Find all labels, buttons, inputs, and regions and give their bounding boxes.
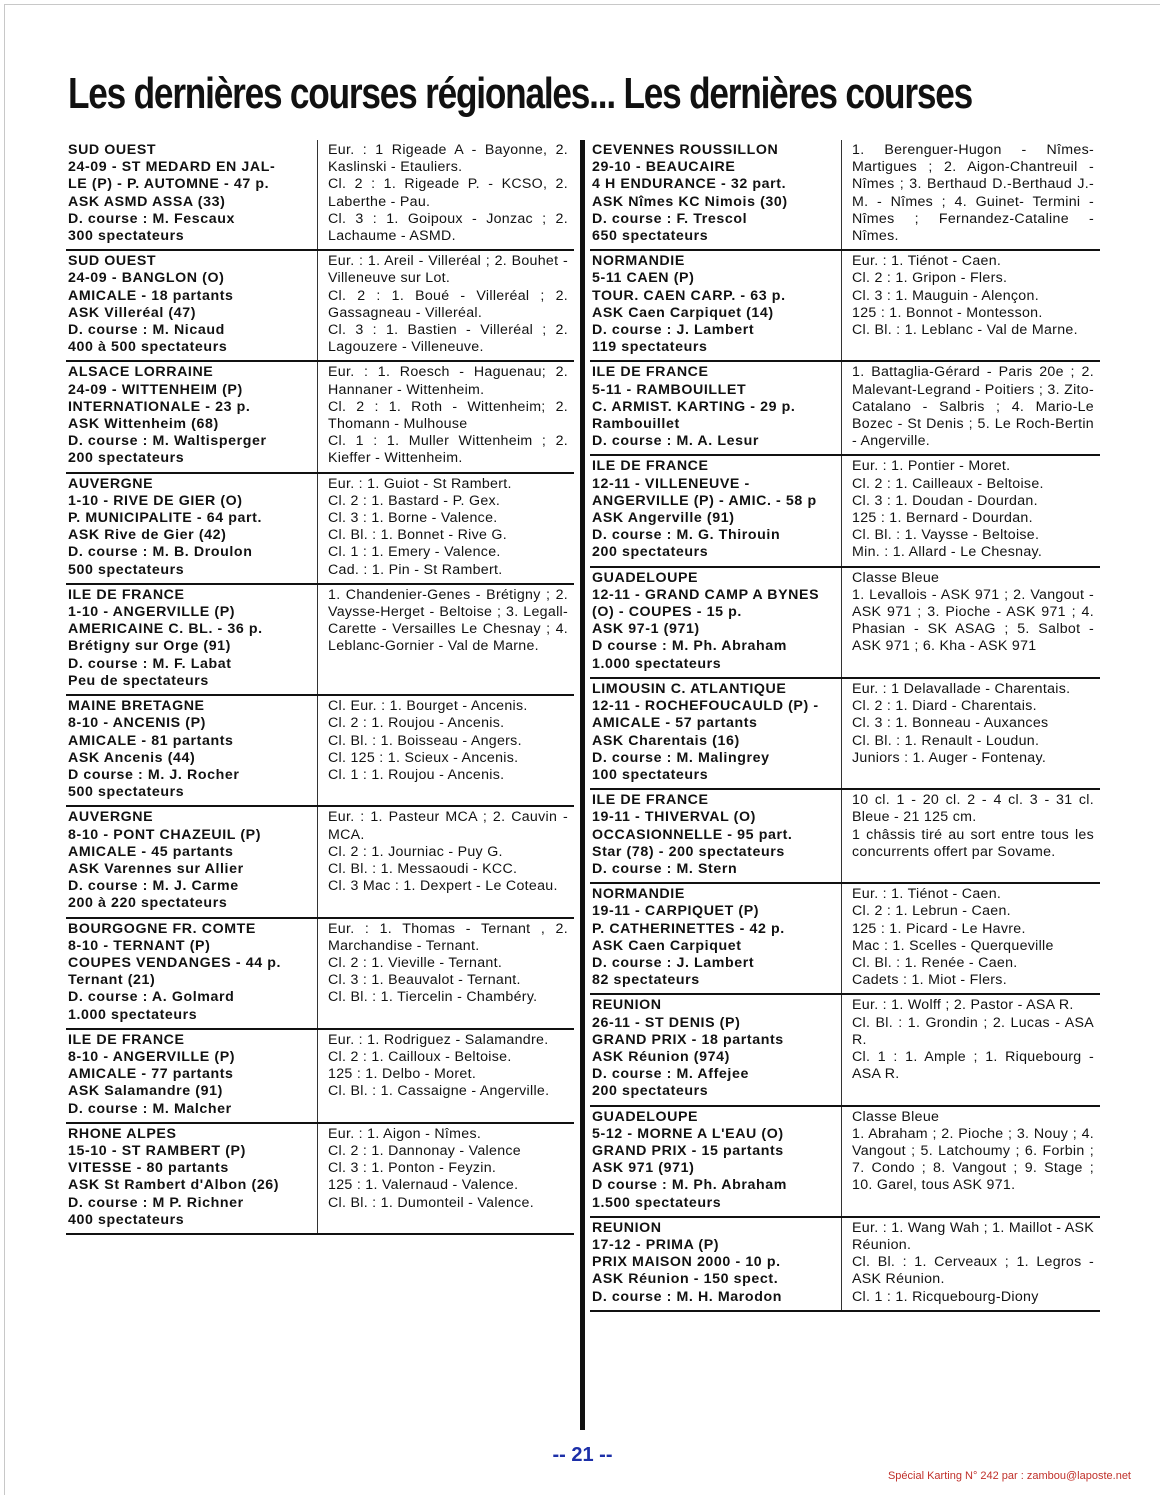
race-entry bbox=[66, 251, 574, 362]
race-info: RHONE ALPES 15-10 - ST RAMBERT (P) VITESSE - 80 partants ASK St Rambert d'Albon (26) D. course : M P. Richner 400 spectateurs bbox=[66, 1124, 318, 1233]
race-results: Eur. : 1. Wang Wah ; 1. Maillot - ASK Réunion. Cl. Bl. : 1. Cerveaux ; 1. Legros - ASK Réunion. Cl. 1 : 1. Ricquebourg-Diony bbox=[852, 1219, 1094, 1305]
race-info: NORMANDIE 5-11 CAEN (P) TOUR. CAEN CARP. - 63 p. ASK Caen Carpiquet (14) D. course : J. Lambert 119 spectateurs bbox=[590, 251, 842, 360]
race-entry bbox=[66, 1124, 574, 1235]
race-info: MAINE BRETAGNE 8-10 - ANCENIS (P) AMICALE - 81 partants ASK Ancenis (44) D course : M. J. Rocher 500 spectateurs bbox=[66, 696, 318, 805]
race-results: Eur. : 1. Tiénot - Caen. Cl. 2 : 1. Lebrun - Caen. 125 : 1. Picard - Le Havre. Mac : 1. Scelles - Querqueville Cl. Bl. : 1. Renée - Caen. Cadets : 1. Miot - Flers. bbox=[852, 886, 1054, 989]
race-entry bbox=[590, 1218, 1100, 1312]
race-entry bbox=[66, 140, 574, 251]
race-results: 1. Chandenier-Genes - Brétigny ; 2. Vaysse-Herget - Beltoise ; 3. Legall-Carette - Versailles Le Chesnay ; 4. Leblanc-Gornier - Val de Marne. bbox=[328, 586, 568, 655]
race-info: REUNION 26-11 - ST DENIS (P) GRAND PRIX - 18 partants ASK Réunion (974) D. course : M. Affejee 200 spectateurs bbox=[590, 995, 842, 1104]
race-info: ILE DE FRANCE 1-10 - ANGERVILLE (P) AMERICAINE C. BL. - 36 p. Brétigny sur Orge (91) D. course : M. F. Labat Peu de spectateurs bbox=[66, 585, 318, 694]
race-results: Eur. : 1. Guiot - St Rambert. Cl. 2 : 1. Bastard - P. Gex. Cl. 3 : 1. Borne - Valence. Cl. Bl. : 1. Bonnet - Rive G. Cl. 1 : 1. Emery - Valence. Cad. : 1. Pin - St Rambert. bbox=[328, 475, 512, 578]
race-entry bbox=[590, 568, 1100, 679]
race-results: 1. Berenguer-Hugon - Nîmes-Martigues ; 2. Aigon-Chantreuil - Nîmes ; 3. Berthaud D.-Berthaud J.-M. - Nîmes ; 4. Guinet- Termini - Nîmes ; Fernandez-Cataline - Nîmes. bbox=[852, 142, 1094, 245]
race-info: ILE DE FRANCE 19-11 - THIVERVAL (O) OCCASIONNELLE - 95 part. Star (78) - 200 spectateurs D. course : M. Stern bbox=[590, 790, 842, 882]
race-results: 10 cl. 1 - 20 cl. 2 - 4 cl. 3 - 31 cl. Bleue - 21 125 cm. 1 châssis tiré au sort entre tous les concurrents offert par Sovame. bbox=[852, 792, 1094, 860]
right-column bbox=[590, 140, 1100, 1312]
page-headline: Les dernières courses régionales... Les dernières courses bbox=[68, 69, 972, 118]
race-results: Eur. : 1. Tiénot - Caen. Cl. 2 : 1. Gripon - Flers. Cl. 3 : 1. Mauguin - Alençon. 125 : 1. Bonnot - Montesson. Cl. Bl. : 1. Leblanc - Val de Marne. bbox=[852, 253, 1078, 339]
race-results: Cl. Eur. : 1. Bourget - Ancenis. Cl. 2 : 1. Roujou - Ancenis. Cl. Bl. : 1. Boisseau - Angers. Cl. 125 : 1. Scieux - Ancenis. Cl. 1 : 1. Roujou - Ancenis. bbox=[328, 698, 528, 783]
race-entry bbox=[66, 807, 574, 918]
race-info: ILE DE FRANCE 12-11 - VILLENEUVE - ANGERVILLE (P) - AMIC. - 58 p ASK Angerville (91) D. course : M. G. Thirouin 200 spectateurs bbox=[590, 456, 842, 565]
race-info: AUVERGNE 1-10 - RIVE DE GIER (O) P. MUNICIPALITE - 64 part. ASK Rive de Gier (42) D. course : M. B. Droulon 500 spectateurs bbox=[66, 474, 318, 583]
race-entry bbox=[590, 679, 1100, 790]
race-results: Eur. : 1. Aigon - Nîmes. Cl. 2 : 1. Dannonay - Valence Cl. 3 : 1. Ponton - Feyzin. 125 : 1. Valernaud - Valence. Cl. Bl. : 1. Dumonteil - Valence. bbox=[328, 1125, 534, 1211]
race-entry bbox=[66, 362, 574, 473]
race-entry bbox=[590, 140, 1100, 251]
race-results: 1. Battaglia-Gérard - Paris 20e ; 2. Malevant-Legrand - Poitiers ; 3. Zito-Catalano - Salbris ; 4. Mario-Le Bozec - St Denis ; 5. Le Roch-Bertin - Angerville. bbox=[852, 364, 1094, 450]
race-entry bbox=[590, 1107, 1100, 1218]
race-results: Eur. : 1. Thomas - Ternant , 2. Marchandise - Ternant. Cl. 2 : 1. Vieville - Ternant. Cl. 3 : 1. Beauvalot - Ternant. Cl. Bl. : 1. Tiercelin - Chambéry. bbox=[328, 920, 568, 1006]
page-number: -- 21 -- bbox=[552, 1444, 613, 1466]
race-info: AUVERGNE 8-10 - PONT CHAZEUIL (P) AMICALE - 45 partants ASK Varennes sur Allier D. course : M. J. Carme 200 à 220 spectateurs bbox=[66, 807, 318, 916]
race-entry bbox=[590, 790, 1100, 884]
race-info: BOURGOGNE FR. COMTE 8-10 - TERNANT (P) COUPES VENDANGES - 44 p. Ternant (21) D. course : A. Golmard 1.000 spectateurs bbox=[66, 919, 318, 1028]
race-results: Eur. : 1. Areil - Villeréal ; 2. Bouhet - Villeneuve sur Lot. Cl. 2 : 1. Boué - Villeréal ; 2. Gassagneau - Villeréal. Cl. 3 : 1. Bastien - Villeréal ; 2. Lagouzere - Villeneuve. bbox=[328, 253, 568, 356]
race-results: Eur. : 1. Wolff ; 2. Pastor - ASA R. Cl. Bl. : 1. Grondin ; 2. Lucas - ASA R. Cl. 1 : 1. Ample ; 1. Riquebourg - ASA R. bbox=[852, 997, 1094, 1083]
race-results: Eur. : 1. Pasteur MCA ; 2. Cauvin - MCA. Cl. 2 : 1. Journiac - Puy G. Cl. Bl. : 1. Messaoudi - KCC. Cl. 3 Mac : 1. Dexpert - Le Coteau. bbox=[328, 809, 568, 895]
race-info: ILE DE FRANCE 5-11 - RAMBOUILLET C. ARMIST. KARTING - 29 p. Rambouillet D. course : M. A. Lesur bbox=[590, 362, 842, 454]
race-results: Eur. : 1. Pontier - Moret. Cl. 2 : 1. Cailleaux - Beltoise. Cl. 3 : 1. Doudan - Dourdan. 125 : 1. Bernard - Dourdan. Cl. Bl. : 1. Vaysse - Beltoise. Min. : 1. Allard - Le Chesnay. bbox=[852, 458, 1044, 561]
race-info: LIMOUSIN C. ATLANTIQUE 12-11 - ROCHEFOUCAULD (P) - AMICALE - 57 partants ASK Charentais (16) D. course : M. Malingrey 100 spectateurs bbox=[590, 679, 842, 788]
race-entry bbox=[66, 1030, 574, 1124]
race-info: GUADELOUPE 12-11 - GRAND CAMP A BYNES (O) - COUPES - 15 p. ASK 97-1 (971) D course : M. Ph. Abraham 1.000 spectateurs bbox=[590, 568, 842, 677]
race-entry bbox=[590, 995, 1100, 1106]
race-results: Classe Bleue 1. Levallois - ASK 971 ; 2. Vangout - ASK 971 ; 3. Pioche - ASK 971 ; 4. Phasian - SK ASAG ; 5. Salbot - ASK 971 ; 6. Kha - ASK 971 bbox=[852, 569, 1094, 655]
race-entry bbox=[66, 696, 574, 807]
race-info: NORMANDIE 19-11 - CARPIQUET (P) P. CATHERINETTES - 42 p. ASK Caen Carpiquet D. course : J. Lambert 82 spectateurs bbox=[590, 884, 842, 993]
race-info: ILE DE FRANCE 8-10 - ANGERVILLE (P) AMICALE - 77 partants ASK Salamandre (91) D. course : M. Malcher bbox=[66, 1030, 318, 1122]
race-info: SUD OUEST 24-09 - BANGLON (O) AMICALE - 18 partants ASK Villeréal (47) D. course : M. Nicaud 400 à 500 spectateurs bbox=[66, 251, 318, 360]
race-entry bbox=[66, 474, 574, 585]
race-entry bbox=[590, 251, 1100, 362]
race-info: SUD OUEST 24-09 - ST MEDARD EN JAL- LE (P) - P. AUTOMNE - 47 p. ASK ASMD ASSA (33) D. course : M. Fescaux 300 spectateurs bbox=[66, 140, 318, 249]
left-column bbox=[66, 140, 574, 1235]
race-results: Classe Bleue 1. Abraham ; 2. Pioche ; 3. Nouy ; 4. Vangout ; 5. Latchoumy ; 6. Forbin ; 7. Condo ; 8. Vangout ; 9. Stage ; 10. Garel, tous ASK 971. bbox=[852, 1108, 1094, 1194]
race-info: GUADELOUPE 5-12 - MORNE A L'EAU (O) GRAND PRIX - 15 partants ASK 971 (971) D course : M. Ph. Abraham 1.500 spectateurs bbox=[590, 1107, 842, 1216]
race-info: REUNION 17-12 - PRIMA (P) PRIX MAISON 2000 - 10 p. ASK Réunion - 150 spect. D. course : M. H. Marodon bbox=[590, 1218, 842, 1310]
race-results: Eur. : 1. Rodriguez - Salamandre. Cl. 2 : 1. Cailloux - Beltoise. 125 : 1. Delbo - Moret. Cl. Bl. : 1. Cassaigne - Angerville. bbox=[328, 1031, 550, 1100]
race-info: CEVENNES ROUSSILLON 29-10 - BEAUCAIRE 4 H ENDURANCE - 32 part. ASK Nîmes KC Nimois (30) D. course : F. Trescol 650 spectateurs bbox=[590, 140, 842, 249]
race-info: ALSACE LORRAINE 24-09 - WITTENHEIM (P) INTERNATIONALE - 23 p. ASK Wittenheim (68) D. course : M. Waltisperger 200 spectateurs bbox=[66, 362, 318, 471]
scan-credit: Spécial Karting N° 242 par : zambou@laposte.net bbox=[887, 1470, 1131, 1482]
race-entry bbox=[66, 919, 574, 1030]
center-divider bbox=[580, 140, 585, 1430]
race-entry bbox=[590, 456, 1100, 567]
race-entry bbox=[590, 362, 1100, 456]
race-results: Eur. : 1 Delavallade - Charentais. Cl. 2 : 1. Diard - Charentais. Cl. 3 : 1. Bonneau - Auxances Cl. Bl. : 1. Renault - Loudun. Juniors : 1. Auger - Fontenay. bbox=[852, 680, 1071, 766]
race-entry bbox=[66, 585, 574, 696]
race-results: Eur. : 1 Rigeade A - Bayonne, 2. Kaslinski - Etauliers. Cl. 2 : 1. Rigeade P. - KCSO, 2. Laberthe - Pau. Cl. 3 : 1. Goipoux - Jonzac ; 2. Lachaume - ASMD. bbox=[328, 142, 568, 245]
race-entry bbox=[590, 884, 1100, 995]
race-results: Eur. : 1. Roesch - Haguenau; 2. Hannaner - Wittenheim. Cl. 2 : 1. Roth - Wittenheim; 2. Thomann - Mulhouse Cl. 1 : 1. Muller Wittenheim ; 2. Kieffer - Wittenheim. bbox=[328, 364, 568, 467]
